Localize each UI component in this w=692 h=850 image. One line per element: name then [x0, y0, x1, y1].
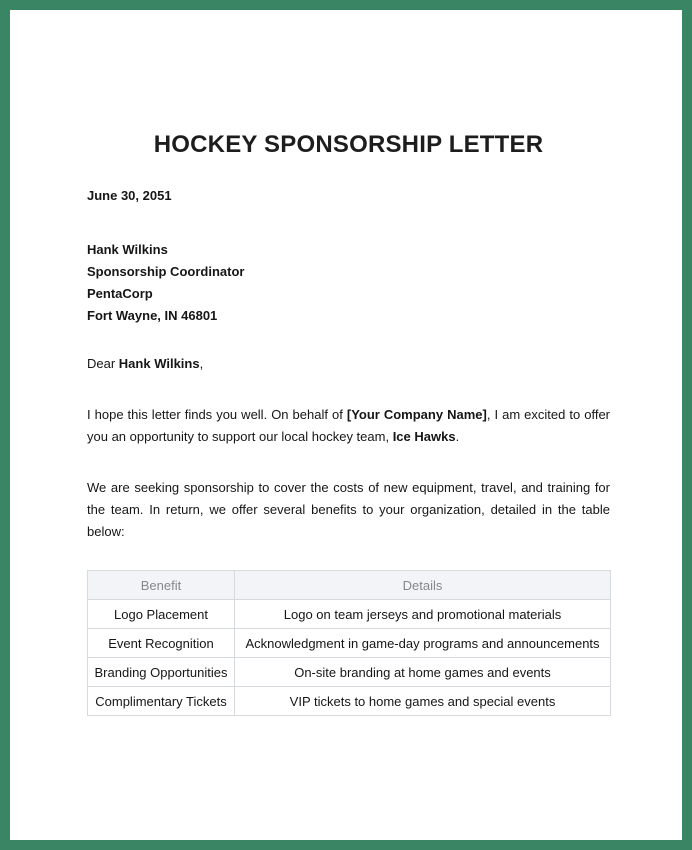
recipient-address: Fort Wayne, IN 46801	[87, 308, 218, 323]
recipient-company: PentaCorp	[87, 286, 153, 301]
header-details: Details	[235, 571, 611, 600]
salutation-suffix: ,	[199, 356, 204, 371]
benefit-cell: Logo Placement	[88, 600, 235, 629]
intro-text-1: I hope this letter finds you well. On behalf of	[87, 407, 347, 422]
salutation-name: Hank Wilkins	[118, 356, 200, 371]
table-row	[88, 658, 611, 687]
table-row	[88, 600, 611, 629]
benefits-table	[87, 570, 611, 716]
intro-paragraph	[87, 404, 610, 448]
details-cell: Acknowledgment in game-day programs and announcements	[235, 629, 611, 658]
header-benefit: Benefit	[88, 571, 235, 600]
intro-text-2: , I am excited to offer you an opportunity to support our local hockey team,	[87, 407, 611, 444]
salutation	[87, 356, 203, 371]
table-row	[88, 629, 611, 658]
benefit-cell: Event Recognition	[88, 629, 235, 658]
letter-page	[10, 10, 682, 840]
details-cell: VIP tickets to home games and special events	[235, 687, 611, 716]
salutation-prefix: Dear	[87, 356, 119, 371]
team-name: Ice Hawks	[392, 429, 456, 444]
details-cell: On-site branding at home games and events	[235, 658, 611, 687]
table-row	[88, 687, 611, 716]
table-header-row	[88, 571, 611, 600]
sponsorship-paragraph: We are seeking sponsorship to cover the costs of new equipment, travel, and training for the team. In return, we offer several benefits to your organization, detailed in the table below:	[87, 480, 610, 539]
letter-date: June 30, 2051	[87, 188, 172, 203]
benefit-cell: Branding Opportunities	[88, 658, 235, 687]
recipient-position: Sponsorship Coordinator	[87, 264, 245, 279]
recipient-name: Hank Wilkins	[87, 242, 168, 257]
intro-text-3: .	[455, 429, 460, 444]
letter-title: HOCKEY SPONSORSHIP LETTER	[153, 131, 544, 158]
benefit-cell: Complimentary Tickets	[88, 687, 235, 716]
company-placeholder: [Your Company Name]	[346, 407, 487, 422]
details-cell: Logo on team jerseys and promotional materials	[235, 600, 611, 629]
recipient-block	[87, 239, 244, 327]
